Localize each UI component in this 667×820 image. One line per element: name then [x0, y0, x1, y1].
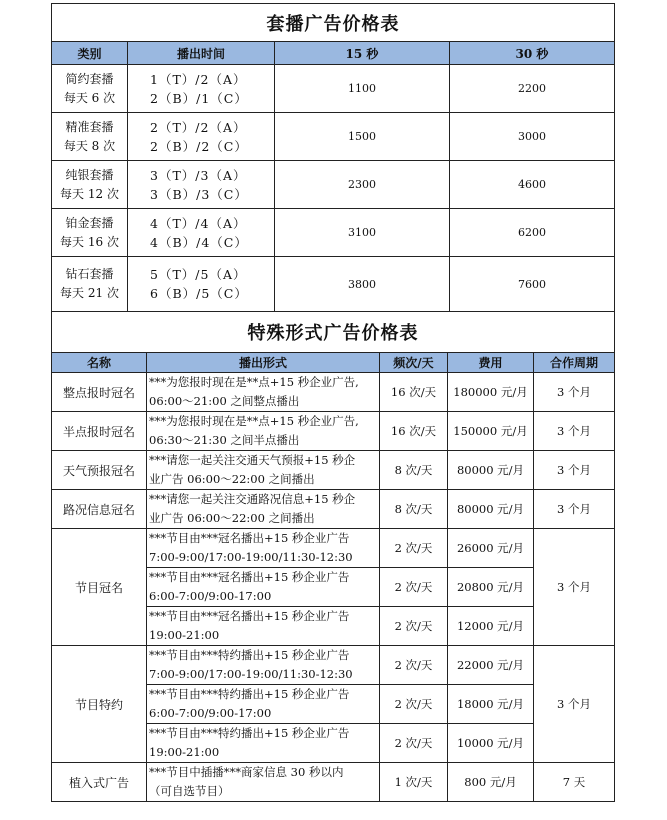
ad-frequency: 16 次/天 [380, 373, 448, 412]
package-table-header [52, 42, 615, 65]
price-15s: 2300 [275, 161, 450, 209]
ad-frequency: 2 次/天 [380, 529, 448, 568]
ad-frequency: 8 次/天 [380, 451, 448, 490]
ad-frequency: 2 次/天 [380, 568, 448, 607]
header-cycle: 合作周期 [534, 353, 615, 373]
header-frequency: 频次/天 [380, 353, 448, 373]
ad-name: 天气预报冠名 [52, 451, 147, 490]
ad-fee: 26000 元/月 [448, 529, 534, 568]
header-30s: 30 秒 [450, 42, 615, 65]
ad-cycle: 3 个月 [534, 451, 615, 490]
price-15s: 3100 [275, 209, 450, 257]
table-row [52, 529, 615, 568]
ad-format: ***为您报时现在是**点+15 秒企业广告, 06:30～21:30 之间半点播出 [147, 412, 380, 451]
package-slots: 3（T）/3（A） 3（B）/3（C） [128, 161, 275, 209]
ad-cycle: 3 个月 [534, 412, 615, 451]
ad-fee: 18000 元/月 [448, 685, 534, 724]
header-category: 类别 [52, 42, 128, 65]
ad-format: ***节目由***冠名播出+15 秒企业广告 19:00-21:00 [147, 607, 380, 646]
ad-fee: 20800 元/月 [448, 568, 534, 607]
package-price-table [51, 3, 615, 312]
package-slots: 1（T）/2（A） 2（B）/1（C） [128, 65, 275, 113]
special-price-table [51, 312, 615, 802]
package-category: 纯银套播 每天 12 次 [52, 161, 128, 209]
ad-cycle: 7 天 [534, 763, 615, 802]
special-table-header [52, 353, 615, 373]
ad-fee: 10000 元/月 [448, 724, 534, 763]
table-row [52, 209, 615, 257]
ad-fee: 80000 元/月 [448, 451, 534, 490]
table-row [52, 490, 615, 529]
ad-fee: 12000 元/月 [448, 607, 534, 646]
ad-name: 节目冠名 [52, 529, 147, 646]
ad-name: 植入式广告 [52, 763, 147, 802]
package-table-title: 套播广告价格表 [52, 4, 615, 42]
package-category: 铂金套播 每天 16 次 [52, 209, 128, 257]
table-row [52, 451, 615, 490]
ad-name: 半点报时冠名 [52, 412, 147, 451]
price-15s: 1100 [275, 65, 450, 113]
header-name: 名称 [52, 353, 147, 373]
table-row [52, 763, 615, 802]
table-row [52, 65, 615, 113]
ad-frequency: 16 次/天 [380, 412, 448, 451]
price-15s: 1500 [275, 113, 450, 161]
package-slots: 2（T）/2（A） 2（B）/2（C） [128, 113, 275, 161]
ad-cycle: 3 个月 [534, 490, 615, 529]
ad-frequency: 2 次/天 [380, 724, 448, 763]
header-format: 播出形式 [147, 353, 380, 373]
price-sheet [51, 3, 614, 802]
price-30s: 7600 [450, 257, 615, 312]
ad-fee: 180000 元/月 [448, 373, 534, 412]
ad-format: ***节目由***特约播出+15 秒企业广告 6:00-7:00/9:00-17:00 [147, 685, 380, 724]
ad-format: ***节目中插播***商家信息 30 秒以内 （可自选节目） [147, 763, 380, 802]
package-category: 精准套播 每天 8 次 [52, 113, 128, 161]
package-category: 简约套播 每天 6 次 [52, 65, 128, 113]
ad-frequency: 2 次/天 [380, 646, 448, 685]
price-30s: 6200 [450, 209, 615, 257]
table-row [52, 257, 615, 312]
special-table-title: 特殊形式广告价格表 [52, 312, 615, 353]
ad-fee: 800 元/月 [448, 763, 534, 802]
ad-format: ***请您一起关注交通天气预报+15 秒企 业广告 06:00～22:00 之间播出 [147, 451, 380, 490]
ad-fee: 22000 元/月 [448, 646, 534, 685]
ad-format: ***节目由***特约播出+15 秒企业广告 7:00-9:00/17:00-19:00/11:30-12:30 [147, 646, 380, 685]
table-row [52, 113, 615, 161]
price-30s: 3000 [450, 113, 615, 161]
ad-name: 整点报时冠名 [52, 373, 147, 412]
price-15s: 3800 [275, 257, 450, 312]
header-15s: 15 秒 [275, 42, 450, 65]
package-slots: 4（T）/4（A） 4（B）/4（C） [128, 209, 275, 257]
table-row [52, 646, 615, 685]
ad-frequency: 8 次/天 [380, 490, 448, 529]
ad-fee: 150000 元/月 [448, 412, 534, 451]
ad-format: ***请您一起关注交通路况信息+15 秒企 业广告 06:00～22:00 之间播出 [147, 490, 380, 529]
ad-frequency: 2 次/天 [380, 607, 448, 646]
ad-name: 节目特约 [52, 646, 147, 763]
table-row [52, 412, 615, 451]
table-row [52, 161, 615, 209]
package-category: 钻石套播 每天 21 次 [52, 257, 128, 312]
header-air-time: 播出时间 [128, 42, 275, 65]
ad-cycle: 3 个月 [534, 373, 615, 412]
package-slots: 5（T）/5（A） 6（B）/5（C） [128, 257, 275, 312]
ad-format: ***节目由***特约播出+15 秒企业广告 19:00-21:00 [147, 724, 380, 763]
ad-format: ***节目由***冠名播出+15 秒企业广告 6:00-7:00/9:00-17:00 [147, 568, 380, 607]
ad-frequency: 2 次/天 [380, 685, 448, 724]
price-30s: 4600 [450, 161, 615, 209]
ad-format: ***为您报时现在是**点+15 秒企业广告, 06:00～21:00 之间整点播出 [147, 373, 380, 412]
table-row [52, 373, 615, 412]
ad-cycle: 3 个月 [534, 646, 615, 763]
price-30s: 2200 [450, 65, 615, 113]
ad-fee: 80000 元/月 [448, 490, 534, 529]
ad-format: ***节目由***冠名播出+15 秒企业广告 7:00-9:00/17:00-19:00/11:30-12:30 [147, 529, 380, 568]
ad-frequency: 1 次/天 [380, 763, 448, 802]
header-fee: 费用 [448, 353, 534, 373]
ad-name: 路况信息冠名 [52, 490, 147, 529]
ad-cycle: 3 个月 [534, 529, 615, 646]
